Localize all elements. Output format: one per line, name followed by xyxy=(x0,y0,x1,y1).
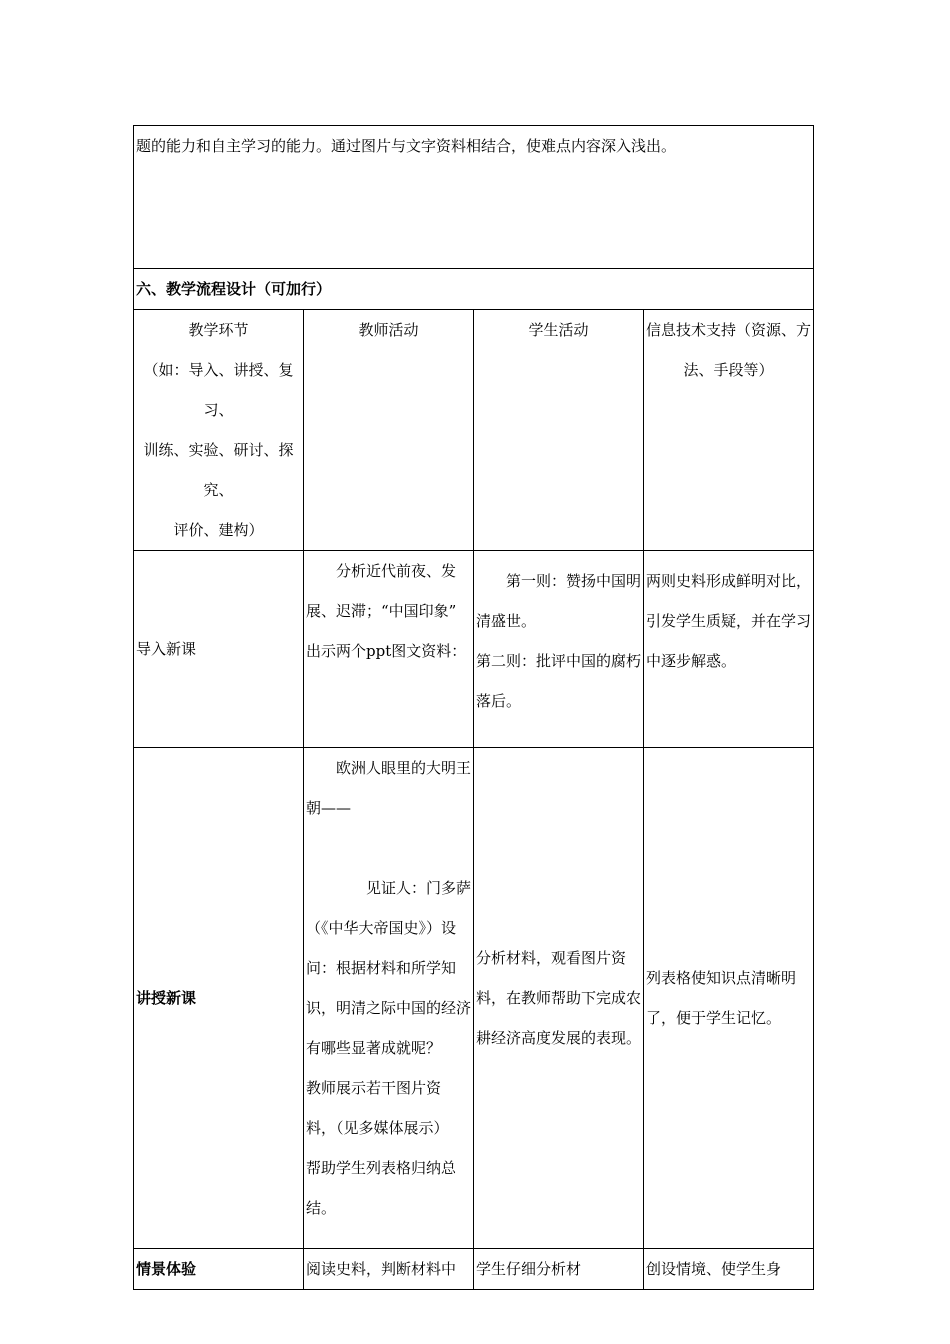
teacher-activity-cell: 阅读史料，判断材料中 xyxy=(304,1249,474,1290)
stage-cell: 导入新课 xyxy=(134,551,304,748)
section-title-row xyxy=(134,269,814,310)
lesson-plan-table xyxy=(133,125,814,1290)
header-teacher-activity: 教师活动 xyxy=(304,310,474,551)
stage-cell: 讲授新课 xyxy=(134,748,304,1249)
section-title: 六、教学流程设计（可加行） xyxy=(134,269,814,310)
tech-support-cell: 两则史料形成鲜明对比，引发学生质疑，并在学习中逐步解惑。 xyxy=(644,551,814,748)
header-stage: 教学环节 （如：导入、讲授、复习、 训练、实验、研讨、探究、 评价、建构） xyxy=(134,310,304,551)
table-header-row xyxy=(134,310,814,551)
teacher-activity-cell: 分析近代前夜、发展、迟滞；“中国印象” 出示两个ppt图文资料： xyxy=(304,551,474,748)
header-student-activity: 学生活动 xyxy=(474,310,644,551)
teacher-activity-cell: 欧洲人眼里的大明王朝—— 见证人：门多萨（《中华大帝国史》）设问：根据材料和所学知识，明清之际中国的经济有哪些显著成就呢？ 教师展示若干图片资料，（见多媒体展示） 帮助学生列表格归纳总结。 xyxy=(304,748,474,1249)
table-row xyxy=(134,748,814,1249)
header-tech-support: 信息技术支持（资源、方法、手段等） xyxy=(644,310,814,551)
student-activity-cell: 学生仔细分析材 xyxy=(474,1249,644,1290)
student-activity-cell: 第一则：赞扬中国明清盛世。 第二则：批评中国的腐朽落后。 xyxy=(474,551,644,748)
tech-support-cell: 列表格使知识点清晰明了，便于学生记忆。 xyxy=(644,748,814,1249)
tech-support-cell: 创设情境、使学生身 xyxy=(644,1249,814,1290)
objective-continuation-row xyxy=(134,126,814,269)
objective-continuation-text: 题的能力和自主学习的能力。通过图片与文字资料相结合，使难点内容深入浅出。 xyxy=(134,126,814,269)
table-row xyxy=(134,551,814,748)
stage-cell: 情景体验 xyxy=(134,1249,304,1290)
table-row xyxy=(134,1249,814,1290)
student-activity-cell: 分析材料，观看图片资料，在教师帮助下完成农耕经济高度发展的表现。 xyxy=(474,748,644,1249)
